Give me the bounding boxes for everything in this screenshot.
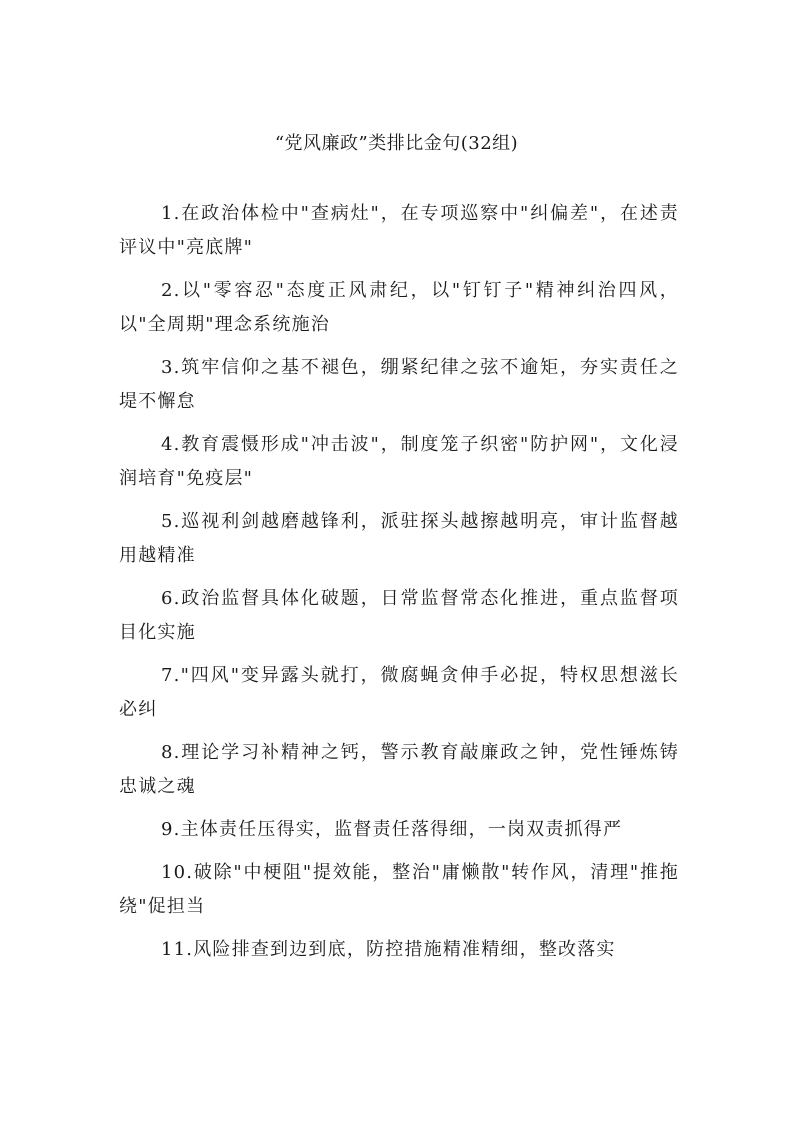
document-title: “党风廉政”类排比金句(32组)	[274, 133, 519, 154]
list-item: 8.理论学习补精神之钙，警示教育敲廉政之钟，党性锤炼铸忠诚之魂	[119, 742, 679, 797]
list-item: 2.以"零容忍"态度正风肃纪，以"钉钉子"精神纠治四风，以"全周期"理念系统施治	[119, 280, 679, 335]
list-item: 10.破除"中梗阻"提效能，整治"庸懒散"转作风，清理"推拖绕"促担当	[119, 862, 679, 917]
list-item: 1.在政治体检中"查病灶"，在专项巡察中"纠偏差"，在述责评议中"亮底牌"	[119, 203, 679, 258]
list-item: 7."四风"变异露头就打，微腐蝇贪伸手必捉，特权思想滋长必纠	[119, 665, 679, 720]
list-item: 3.筑牢信仰之基不褪色，绷紧纪律之弦不逾矩，夯实责任之堤不懈怠	[119, 357, 679, 412]
phrase-list	[119, 197, 679, 976]
list-item: 11.风险排查到边到底，防控措施精准精细，整改落实	[161, 939, 616, 960]
list-item: 6.政治监督具体化破题，日常监督常态化推进，重点监督项目化实施	[119, 588, 679, 643]
list-item: 4.教育震慑形成"冲击波"，制度笼子织密"防护网"，文化浸润培育"免疫层"	[119, 434, 679, 489]
list-item: 9.主体责任压得实，监督责任落得细，一岗双责抓得严	[161, 819, 623, 840]
list-item: 5.巡视利剑越磨越锋利，派驻探头越擦越明亮，审计监督越用越精准	[119, 511, 679, 566]
